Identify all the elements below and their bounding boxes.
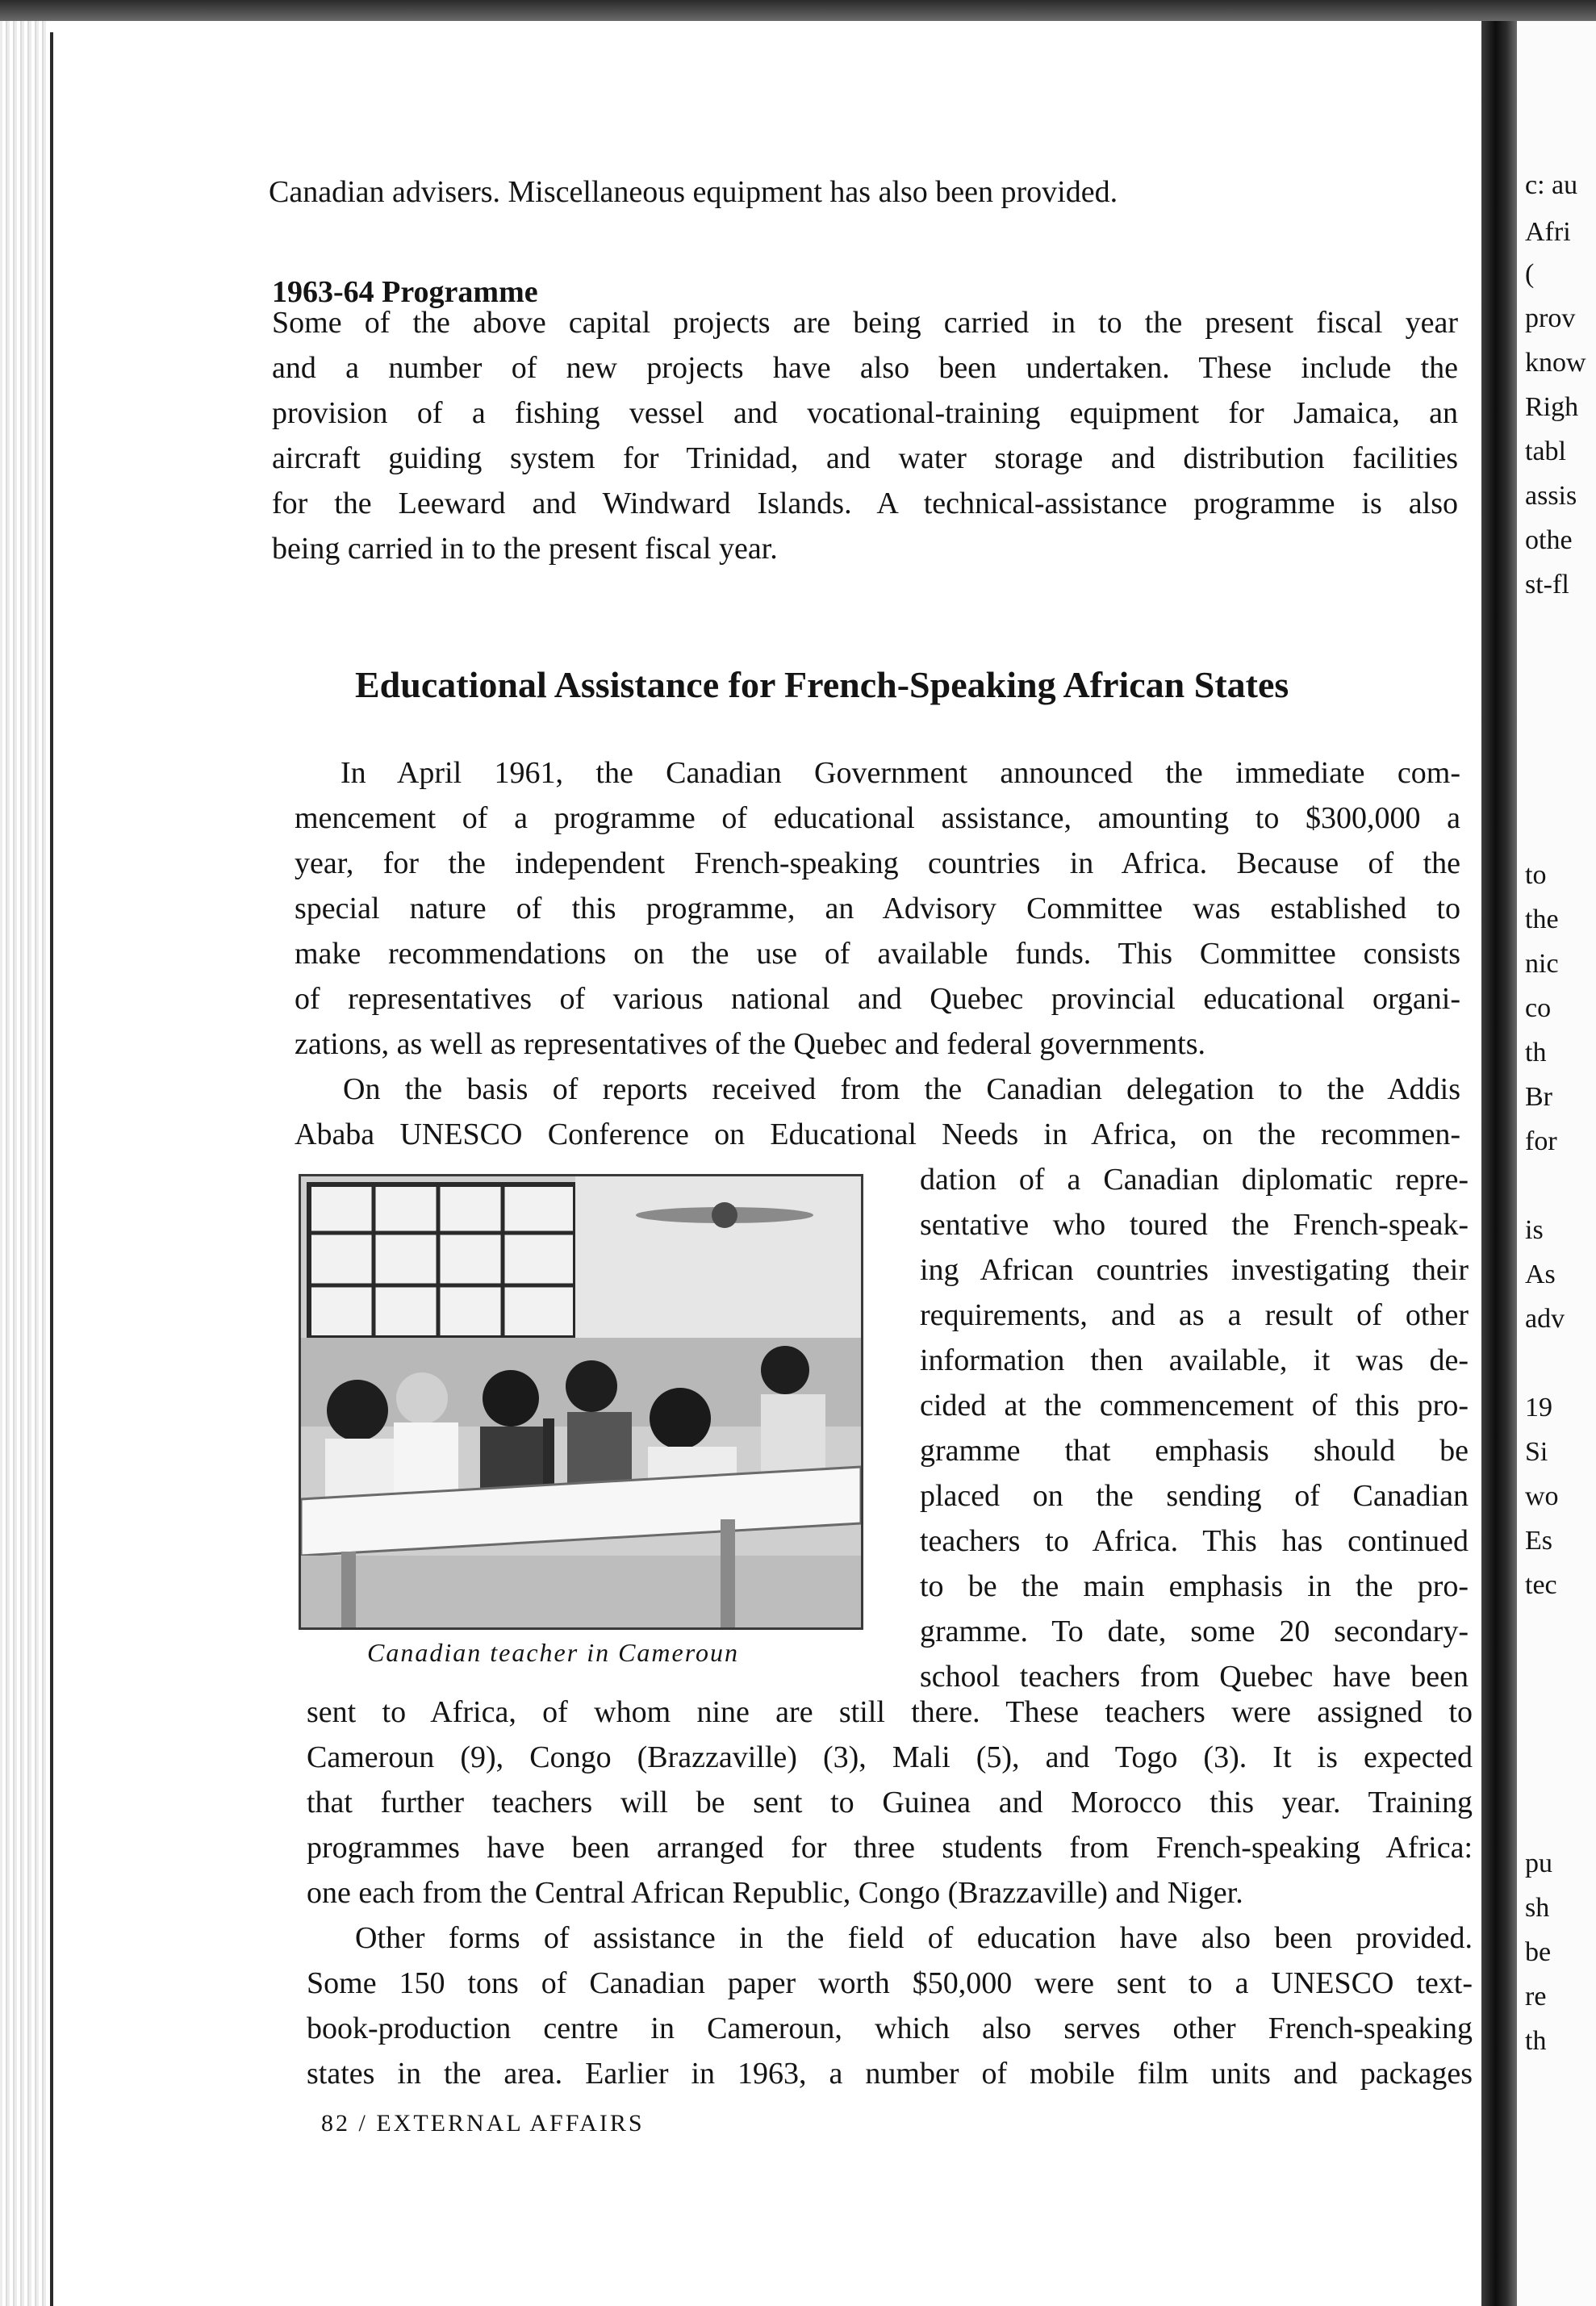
text-line: being carried in to the present fiscal year. bbox=[272, 532, 778, 566]
text-line: to be the main emphasis in the pro- bbox=[920, 1569, 1469, 1603]
text-line: for the Leeward and Windward Islands. A technical-assistance programme is also bbox=[272, 487, 1458, 520]
text-line: Other forms of assistance in the field of education have also been provided. bbox=[355, 1921, 1473, 1955]
next-page-text: pu bbox=[1525, 1849, 1552, 1878]
next-page-text: prov bbox=[1525, 303, 1576, 333]
text-line: of representatives of various national and Quebec provincial educational organi- bbox=[295, 982, 1460, 1016]
next-page-text: sh bbox=[1525, 1893, 1550, 1923]
next-page-text: Si bbox=[1525, 1437, 1548, 1467]
text-line: Some of the above capital projects are being carried in to the present fiscal year bbox=[272, 306, 1458, 340]
text-line: make recommendations on the use of available funds. This Committee consists bbox=[295, 937, 1460, 971]
text-line: Some 150 tons of Canadian paper worth $50,000 were sent to a UNESCO text- bbox=[307, 1966, 1473, 2000]
next-page-text: th bbox=[1525, 2026, 1547, 2056]
next-page-text: As bbox=[1525, 1260, 1556, 1289]
classroom-illustration bbox=[301, 1176, 861, 1627]
text-line: and a number of new projects have also been undertaken. These include the bbox=[272, 351, 1458, 385]
next-page-text: ( bbox=[1525, 259, 1535, 289]
next-page-text: to bbox=[1525, 860, 1547, 890]
text-line: cided at the commencement of this pro- bbox=[920, 1389, 1469, 1422]
paragraph-1 bbox=[295, 750, 1460, 1067]
next-page-text: th bbox=[1525, 1038, 1547, 1067]
classroom-photo bbox=[299, 1174, 863, 1630]
next-page-text: adv bbox=[1525, 1304, 1565, 1334]
paragraph-2-bottom bbox=[307, 1690, 1473, 1915]
next-page-text: is bbox=[1525, 1215, 1544, 1245]
photo-caption: Canadian teacher in Cameroun bbox=[367, 1638, 739, 1667]
next-page-text: tec bbox=[1525, 1570, 1557, 1600]
text-line: gramme. To date, some 20 secondary- bbox=[920, 1615, 1469, 1648]
book-spine bbox=[1481, 21, 1517, 2306]
text-line: requirements, and as a result of other bbox=[920, 1298, 1469, 1332]
text-line: dation of a Canadian diplomatic repre- bbox=[920, 1163, 1469, 1197]
next-page-text: wo bbox=[1525, 1481, 1559, 1511]
text-line: teachers to Africa. This has continued bbox=[920, 1524, 1469, 1558]
text-line: In April 1961, the Canadian Government announced the immediate com- bbox=[341, 756, 1460, 790]
text-line: aircraft guiding system for Trinidad, and water storage and distribution facilities bbox=[272, 441, 1458, 475]
text-line: special nature of this programme, an Advisory Committee was established to bbox=[295, 892, 1460, 925]
text-line: Canadian advisers. Miscellaneous equipment has also been provided. bbox=[269, 175, 1118, 209]
text-line: sentative who toured the French-speak- bbox=[920, 1208, 1469, 1242]
next-page-text: othe bbox=[1525, 525, 1573, 555]
paragraph-2-wrapped bbox=[920, 1157, 1469, 1699]
next-page-text: re bbox=[1525, 1982, 1547, 2011]
text-line: states in the area. Earlier in 1963, a number of mobile film units and packages bbox=[307, 2057, 1473, 2091]
text-line: information then available, it was de- bbox=[920, 1343, 1469, 1377]
text-line: sent to Africa, of whom nine are still there. These teachers were assigned to bbox=[307, 1695, 1473, 1729]
text-line: mencement of a programme of educational assistance, amounting to $300,000 a bbox=[295, 801, 1460, 835]
adjacent-page-fragment bbox=[1517, 21, 1596, 2306]
next-page-text: Br bbox=[1525, 1082, 1552, 1112]
scan-top-border bbox=[0, 0, 1596, 21]
section-title: Educational Assistance for French-Speaking African States bbox=[355, 664, 1289, 705]
text-line: provision of a fishing vessel and vocational-training equipment for Jamaica, an bbox=[272, 396, 1458, 430]
next-page-text: Afri bbox=[1525, 217, 1571, 247]
next-page-text: st-fl bbox=[1525, 570, 1569, 599]
text-line: gramme that emphasis should be bbox=[920, 1434, 1469, 1468]
next-page-text: the bbox=[1525, 904, 1559, 934]
text-line: year, for the independent French-speaking countries in Africa. Because of the bbox=[295, 846, 1460, 880]
next-page-text: be bbox=[1525, 1937, 1552, 1967]
next-page-text: assis bbox=[1525, 481, 1577, 511]
text-line: zations, as well as representatives of the Quebec and federal governments. bbox=[295, 1027, 1205, 1061]
paragraph-3 bbox=[307, 1915, 1473, 2096]
programme-heading: 1963-64 Programme bbox=[272, 275, 538, 309]
next-page-text: c: au bbox=[1525, 170, 1578, 200]
paragraph-2-top bbox=[295, 1067, 1460, 1157]
next-page-text: know bbox=[1525, 348, 1586, 378]
next-page-text: tabl bbox=[1525, 437, 1566, 466]
text-line: one each from the Central African Republic, Congo (Brazzaville) and Niger. bbox=[307, 1876, 1243, 1910]
next-page-text: nic bbox=[1525, 949, 1559, 979]
text-line: ing African countries investigating their bbox=[920, 1253, 1469, 1287]
text-line: Ababa UNESCO Conference on Educational Needs in Africa, on the recommen- bbox=[295, 1117, 1460, 1151]
text-line: On the basis of reports received from the Canadian delegation to the Addis bbox=[343, 1072, 1460, 1106]
text-line: programmes have been arranged for three students from French-speaking Africa: bbox=[307, 1831, 1473, 1865]
next-page-text: Righ bbox=[1525, 392, 1579, 422]
next-page-text: co bbox=[1525, 993, 1552, 1023]
text-line: Cameroun (9), Congo (Brazzaville) (3), Mali (5), and Togo (3). It is expected bbox=[307, 1740, 1473, 1774]
text-line: placed on the sending of Canadian bbox=[920, 1479, 1469, 1513]
next-page-text: for bbox=[1525, 1126, 1557, 1156]
text-line: school teachers from Quebec have been bbox=[920, 1660, 1469, 1694]
next-page-text: 19 bbox=[1525, 1393, 1552, 1422]
text-line: that further teachers will be sent to Guinea and Morocco this year. Training bbox=[307, 1786, 1473, 1819]
intro-paragraph bbox=[269, 169, 1269, 215]
text-line: book-production centre in Cameroun, which also serves other French-speaking bbox=[307, 2011, 1473, 2045]
programme-paragraph bbox=[272, 300, 1458, 571]
next-page-text: Es bbox=[1525, 1526, 1552, 1556]
page-footer: 82 / EXTERNAL AFFAIRS bbox=[321, 2110, 645, 2137]
scan-left-gutter bbox=[0, 21, 48, 2306]
